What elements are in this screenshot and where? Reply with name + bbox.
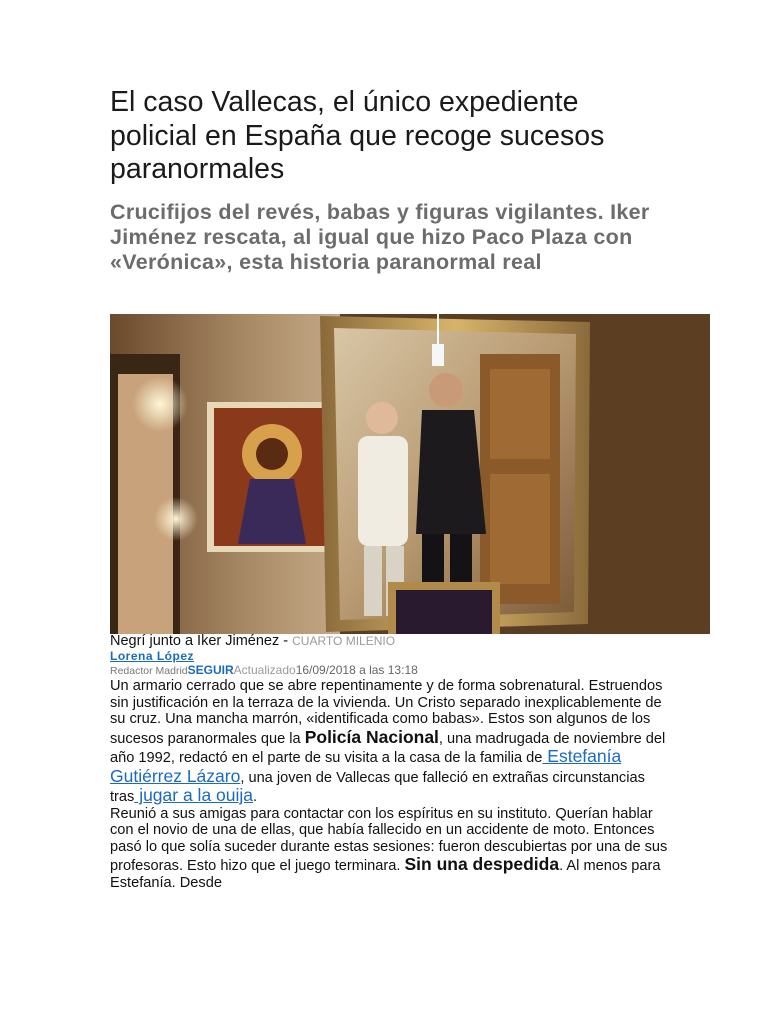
caption-credit: CUARTO MILENIO [292,634,396,648]
bold-text: Sin una despedida [404,854,560,874]
article-photo[interactable] [110,314,710,634]
paragraph-text: Un armario cerrado que se abre repentinamente y de forma sobrenatural. Estruendos sin justificación en la terraza de la vivienda. Un Cristo separado inexplicablemente de su cruz. Una mancha marrón, «identificada como babas». Estos son algunos de los sucesos paranormales que la [110,678,663,747]
bold-text: Policía Nacional [304,726,439,747]
paragraph-text: . Al menos para Estefanía. Desde [110,858,661,891]
paragraph-text: , una joven de Vallecas que falleció en extrañas circunstancias tras [110,769,645,805]
photo-caption [110,633,710,649]
paragraph [110,806,670,892]
article-headline: El caso Vallecas, el único expediente policial en España que recoge sucesos paranormales [110,86,605,185]
caption-text: Negrí junto a Iker Jiménez - [110,633,293,649]
paragraph-text: . [253,789,258,805]
photo-icon [110,314,710,634]
publish-date: 16/09/2018 a las 13:18 [295,663,418,677]
paragraph-text: Reunió a sus amigas para contactar con los espíritus en su instituto. Querían hablar con el novio de una de ellas, que había fallecido en un accidente de moto. Entonces pasó lo que solía suceder durante estas sesiones: fueron descubiertas por una de sus profesoras. Esto hizo que el juego terminara. [110,805,668,874]
updated-label: Actualizado [233,663,296,677]
paragraph [110,678,670,806]
author-role: Redactor Madrid [110,665,188,677]
inline-link-estefania[interactable]: Estefanía Gutiérrez Lázaro [110,746,622,786]
paragraph-text: , una madrugada de noviembre del año 1992, redactó en el parte de su visita a la casa de la familia de [110,730,666,766]
article-body [110,678,670,891]
follow-button[interactable]: SEGUIR [187,663,234,677]
article-subtitle: Crucifijos del revés, babas y figuras vigilantes. Iker Jiménez rescata, al igual que hizo Paco Plaza con «Verónica», esta historia paranormal real [110,200,650,274]
inline-link-ouija[interactable]: jugar a la ouija [134,785,254,805]
author-link[interactable]: Lorena López [110,649,195,663]
article-meta [110,663,418,678]
